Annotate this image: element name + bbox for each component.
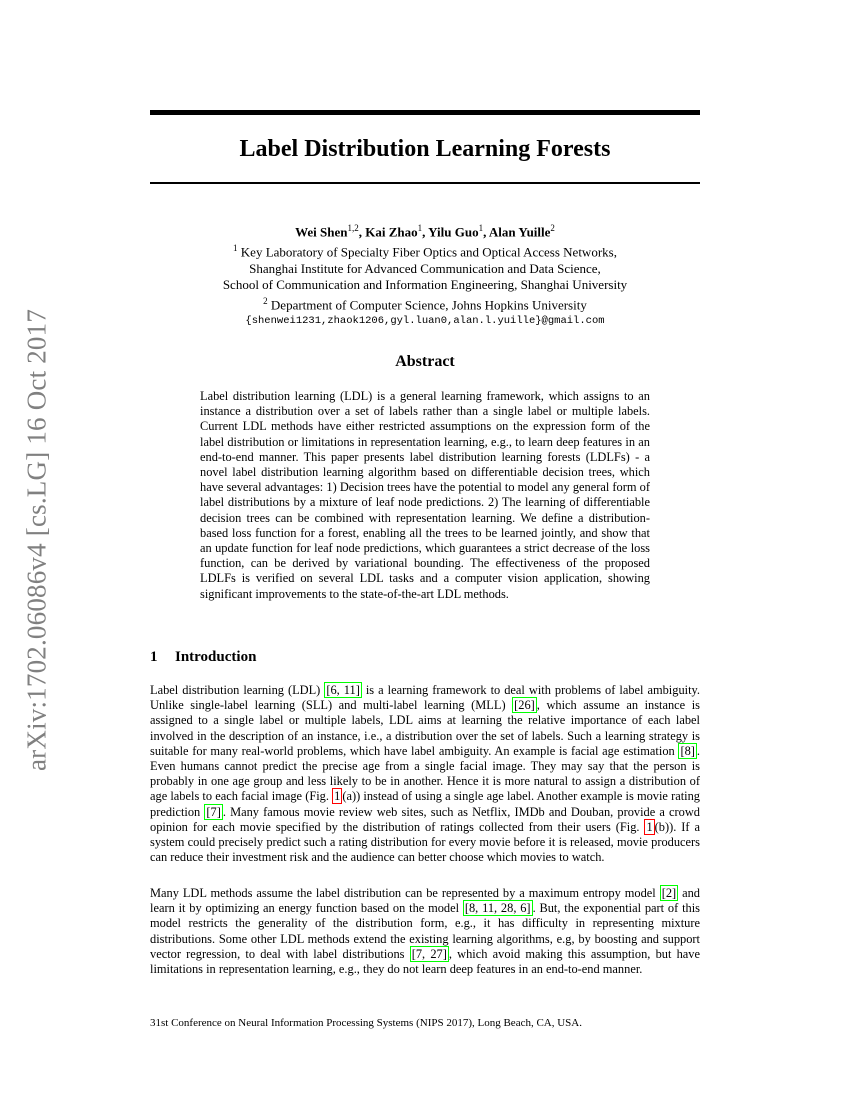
citation-link[interactable]: [7] [206,804,221,819]
intro-paragraph-1 [150,683,700,865]
figure-reference-link[interactable]: 1 [334,789,341,804]
section-title: Introduction [175,649,257,665]
author-affiliation-marker: 1 [478,223,484,233]
author-name: Alan Yuille [488,224,551,240]
author-emails: {shenwei1231,zhaok1206,gyl.luan0,alan.l.yuille}@gmail.com [245,314,605,327]
abstract-text: Label distribution learning (LDL) is a general learning framework, which assigns to an instance a distribution over a set of labels rather than a single label or multiple labels. Current LDL methods have either restricted assumptions on the expression form of the label distribution or limitations in representation learning, e.g., to learn deep features in an end-to-end manner. This paper presents label distribution learning forests (LDLFs) - a novel label distribution learning algorithm based on differentiable decision trees, which have several advantages: 1) Decision trees have the potential to model any general form of label distributions by a mixture of leaf node predictions. 2) The learning of differentiable decision trees can be combined with representation learning. We define a distribution-based loss function for a forest, enabling all the trees to be learned jointly, and show that an update function for leaf node predictions, which guarantees a strict decrease of the loss function, can be derived by variational bounding. The effectiveness of the proposed LDLFs is verified on several LDL tasks and a computer vision application, showing significant improvements to the state-of-the-art LDL methods. [200,389,650,601]
author-separator: , [422,224,429,240]
title-top-rule [150,110,700,115]
abstract-heading: Abstract [395,353,455,370]
paragraph-text: . But, the exponential part of this model restricts the generality of the distribution form, e.g., it has difficulty in representing mixture distributions. Some other LDL methods extend the existing learning algorithms, e.g, by boosting and support vector regression, to deal with label distributions [150,901,700,961]
author-affiliation-marker: 1 [417,223,423,233]
paragraph-text: (b)). If a system could precisely predict such a rating distribution for every movie before it is released, movie producers can reduce their investment risk and the audience can better choose which movies to watch. [150,819,700,865]
author-list [150,220,700,240]
figure-reference-link[interactable]: 1 [646,819,653,834]
paragraph-text: . Even humans cannot predict the precise age from a single facial image. They may say that the person is probably in one age group and less likely to be in another. Hence it is more natural to assign a distribution of age labels to each facial image (Fig. [150,743,700,804]
paragraph-text: Many LDL methods assume the label distribution can be represented by a maximum entropy model [150,886,660,900]
author-affiliation-marker: 2 [550,223,555,233]
paragraph-text: . Many famous movie review web sites, such as Netflix, IMDb and Douban, provide a crowd opinion for each movie specified by the distribution of ratings collected from their users (Fig. [150,804,700,834]
affiliation-1-line-1: Key Laboratory of Specialty Fiber Optics and Optical Access Networks, [237,244,617,260]
citation-link[interactable]: [26] [514,698,535,713]
affiliation-2-line-1: Department of Computer Science, Johns Hopkins University [267,296,587,312]
affiliation-2-marker: 2 [263,295,268,306]
paper-title: Label Distribution Learning Forests [239,136,611,162]
arxiv-identifier: arXiv:1702.06086v4 [cs.LG] 16 Oct 2017 [21,308,52,772]
affiliation-1-line-2: Shanghai Institute for Advanced Communication and Data Science, [249,260,601,276]
author-name: Kai Zhao [365,224,418,240]
citation-link[interactable]: [6, 11] [326,683,360,697]
conference-footnote: 31st Conference on Neural Information Processing Systems (NIPS 2017), Long Beach, CA, USA. [150,1017,582,1029]
affiliation-1 [150,240,700,260]
citation-link[interactable]: [7, 27] [411,946,447,961]
paragraph-text: (a)) instead of using a single age label. Another example is movie rating prediction [150,789,700,819]
paragraph-text: , which avoid making this assumption, but have limitations in representation learning, e.g., they do not learn deep features in an end-to-end manner. [150,946,700,977]
section-number: 1 [150,649,158,665]
title-bottom-rule [150,182,700,184]
citation-link[interactable]: [2] [661,886,677,900]
affiliation-1-line-3: School of Communication and Information Engineering, Shanghai University [222,276,628,292]
author-separator: , [358,224,366,240]
paragraph-text: is a learning framework to deal with problems of label ambiguity. Unlike single-label learning (SLL) and multi-label learning (MLL) [150,683,701,713]
author-affiliation-marker: 1,2 [347,223,359,233]
citation-link[interactable]: [8, 11, 28, 6] [464,901,531,916]
citation-link[interactable]: [8] [680,743,695,758]
affiliation-1-marker: 1 [233,243,238,254]
paragraph-text: and learn it by optimizing an energy function based on the model [150,886,700,916]
section-heading-introduction [150,647,700,667]
author-block [150,220,700,329]
author-name: Wei Shen [295,224,348,240]
affiliation-2 [150,293,700,313]
paragraph-text: , which assume an instance is assigned to a single label or multiple labels, LDL aims at learning the relative importance of each label involved in the description of an instance, i.e., a distribution over the set of labels. Such a learning strategy is suitable for many real-world problems, which have label ambiguity. An example is facial age estimation [150,698,700,758]
paragraph-text: Label distribution learning (LDL) [150,683,325,697]
author-separator: , [483,224,489,240]
intro-paragraph-2 [150,886,700,977]
author-name: Yilu Guo [428,224,479,240]
